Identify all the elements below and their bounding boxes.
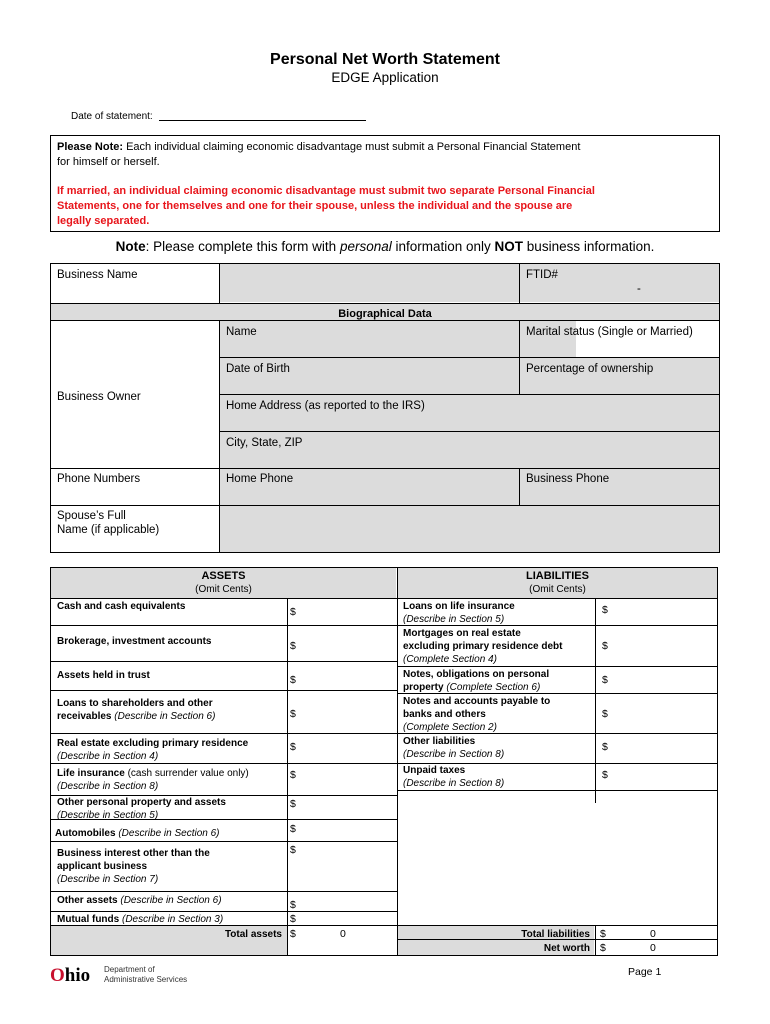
- asset-cash-field[interactable]: $: [290, 606, 296, 618]
- total-assets-currency: $: [290, 928, 296, 940]
- please-note-line-2: for himself or herself.: [57, 156, 160, 168]
- date-of-statement-field[interactable]: [159, 120, 366, 121]
- liab-mortgages-label: Mortgages on real estate excluding primary residence debt (Complete Section 4): [403, 628, 563, 665]
- asset-loans-field[interactable]: $: [290, 708, 296, 720]
- business-phone-label: Business Phone: [526, 473, 610, 485]
- married-notice-line-3: legally separated.: [57, 215, 150, 227]
- bio-data-header: Biographical Data: [338, 308, 432, 320]
- spouse-label-1: Spouse’s Full: [57, 510, 126, 522]
- liab-life-loans-label: Loans on life insurance (Describe in Section 5): [403, 601, 515, 625]
- liab-notes-personal-field[interactable]: $: [602, 674, 608, 686]
- asset-automobiles-field[interactable]: $: [290, 823, 296, 835]
- assets-liabilities-table: [50, 567, 718, 957]
- spouse-name-field[interactable]: [220, 506, 719, 552]
- liab-other-label: Other liabilities (Describe in Section 8): [403, 736, 505, 760]
- liab-life-loans-field[interactable]: $: [602, 604, 608, 616]
- asset-other-assets-label: Other assets (Describe in Section 6): [57, 895, 222, 906]
- liab-mortgages-field[interactable]: $: [602, 640, 608, 652]
- net-worth-label: Net worth: [543, 943, 590, 954]
- liabilities-omit-cents: (Omit Cents): [529, 584, 586, 595]
- ohio-logo: Ohio: [50, 965, 91, 986]
- net-worth-value[interactable]: 0: [650, 942, 656, 954]
- department-name: Department of Administrative Services: [104, 965, 188, 984]
- ftid-dash: -: [637, 283, 641, 295]
- asset-other-assets-field[interactable]: $: [290, 899, 296, 911]
- asset-mutual-funds-label: Mutual funds (Describe in Section 3): [57, 914, 224, 925]
- assets-header: ASSETS: [201, 570, 246, 582]
- asset-mutual-funds-field[interactable]: $: [290, 913, 296, 925]
- liab-notes-banks-field[interactable]: $: [602, 708, 608, 720]
- total-assets-value[interactable]: 0: [340, 928, 346, 940]
- home-phone-label: Home Phone: [226, 473, 294, 485]
- asset-other-property-label: Other personal property and assets (Describe in Section 5): [57, 797, 226, 821]
- name-field[interactable]: [220, 321, 519, 357]
- marital-status-label: Marital status (Single or Married): [526, 326, 693, 338]
- ownership-label: Percentage of ownership: [526, 363, 654, 375]
- home-address-label: Home Address (as reported to the IRS): [226, 400, 425, 412]
- business-name-label: Business Name: [57, 269, 138, 281]
- asset-trust-label: Assets held in trust: [57, 670, 150, 681]
- asset-life-insurance-label: Life insurance (cash surrender value only) (Describe in Section 8): [57, 768, 249, 792]
- liab-other-field[interactable]: $: [602, 741, 608, 753]
- liab-unpaid-taxes-field[interactable]: $: [602, 769, 608, 781]
- page-number: Page 1: [628, 966, 662, 978]
- liab-unpaid-taxes-label: Unpaid taxes (Describe in Section 8): [403, 765, 505, 789]
- asset-business-interest-label: Business interest other than the applicant business (Describe in Section 7): [57, 848, 210, 885]
- notice-box: [50, 135, 720, 232]
- married-notice-line-1: If married, an individual claiming economic disadvantage must submit two separate Personal Financial: [57, 185, 595, 197]
- asset-automobiles-label: Automobiles (Describe in Section 6): [55, 828, 220, 839]
- spouse-label-2: Name (if applicable): [57, 524, 160, 536]
- assets-omit-cents: (Omit Cents): [195, 584, 252, 595]
- total-liabilities-currency: $: [600, 928, 606, 940]
- asset-business-interest-field[interactable]: $: [290, 844, 296, 856]
- asset-other-property-field[interactable]: $: [290, 798, 296, 810]
- asset-brokerage-field[interactable]: $: [290, 640, 296, 652]
- please-note-line: Please Note: Each individual claiming economic disadvantage must submit a Personal Financial Statement: [57, 141, 581, 153]
- personal-info-note: Note: Please complete this form with personal information only NOT business information.: [115, 239, 655, 254]
- total-assets-label: Total assets: [224, 929, 282, 940]
- liab-notes-personal-label: Notes, obligations on personal property (Complete Section 6): [403, 669, 550, 693]
- liabilities-header: LIABILITIES: [526, 570, 589, 582]
- total-liabilities-label: Total liabilities: [521, 929, 590, 940]
- page-title: Personal Net Worth Statement: [270, 51, 500, 68]
- dob-label: Date of Birth: [226, 363, 290, 375]
- name-label: Name: [226, 326, 257, 338]
- asset-brokerage-label: Brokerage, investment accounts: [57, 636, 212, 647]
- page-subtitle: EDGE Application: [331, 70, 439, 85]
- asset-loans-label: Loans to shareholders and other receivables (Describe in Section 6): [57, 698, 216, 722]
- business-name-field[interactable]: [220, 264, 519, 302]
- net-worth-currency: $: [600, 942, 606, 954]
- asset-cash-label: Cash and cash equivalents: [57, 601, 186, 612]
- date-of-statement-label: Date of statement:: [71, 111, 153, 122]
- ftid-label: FTID#: [526, 269, 558, 281]
- liab-notes-banks-label: Notes and accounts payable to banks and others (Complete Section 2): [403, 696, 551, 733]
- city-state-zip-label: City, State, ZIP: [226, 437, 303, 449]
- business-info-table: [50, 263, 720, 553]
- phone-numbers-label: Phone Numbers: [57, 473, 141, 485]
- asset-real-estate-label: Real estate excluding primary residence (Describe in Section 4): [57, 738, 249, 762]
- asset-trust-field[interactable]: $: [290, 674, 296, 686]
- business-owner-label: Business Owner: [57, 391, 141, 403]
- asset-life-insurance-field[interactable]: $: [290, 769, 296, 781]
- asset-real-estate-field[interactable]: $: [290, 741, 296, 753]
- total-liabilities-value[interactable]: 0: [650, 928, 656, 940]
- married-notice-line-2: Statements, one for themselves and one for their spouse, unless the individual and the spouse are: [57, 200, 573, 212]
